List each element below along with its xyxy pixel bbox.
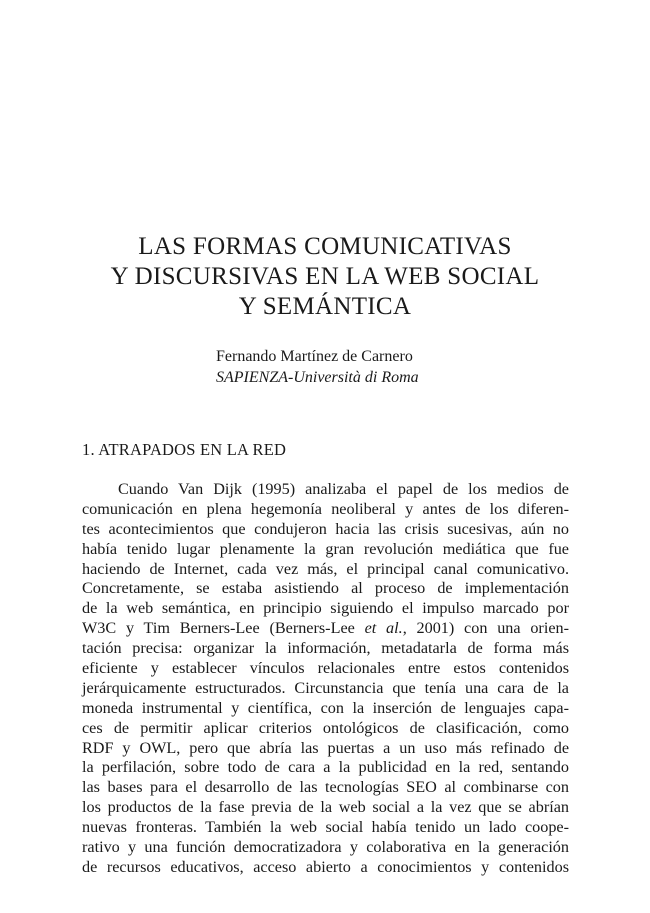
section-heading: 1. ATRAPADOS EN LA RED: [82, 440, 287, 459]
paragraph-line: [82, 619, 569, 639]
paragraph-line: los productos de la fase previa de la web social a la vez que se abrían: [82, 798, 569, 817]
paragraph-line: tación precisa: organizar la información, metadatarla de forma más: [82, 639, 569, 658]
paragraph-line: las bases para el desarrollo de las tecnologías SEO al combinarse con: [82, 778, 569, 797]
paragraph-line: RDF y OWL, pero que abría las puertas a un uso más refinado de: [82, 738, 569, 757]
paragraph-line: eficiente y establecer vínculos relacionales entre estos contenidos: [82, 659, 569, 678]
paragraph-line: comunicación en plena hegemonía neoliberal y antes de los diferen-: [82, 499, 569, 518]
chapter-title-line: LAS FORMAS COMUNICATIVAS: [138, 233, 512, 260]
paragraph-line: haciendo de Internet, cada vez más, el principal canal comunicativo.: [82, 559, 569, 578]
chapter-title-line: Y SEMÁNTICA: [238, 293, 412, 320]
chapter-title-line: Y DISCURSIVAS EN LA WEB SOCIAL: [110, 263, 540, 290]
paragraph-line: había tenido lugar plenamente la gran revolución mediática que fue: [82, 539, 569, 558]
paragraph-line: ces de permitir aplicar criterios ontológicos de clasificación, como: [82, 718, 569, 737]
paragraph-line: jerárquicamente estructurados. Circunstancia que tenía una cara de la: [82, 678, 569, 697]
chapter-title: [60, 232, 590, 322]
author-affiliation: SAPIENZA-Università di Roma: [216, 369, 419, 386]
paragraph-line: de recursos educativos, acceso abierto a conocimientos y contenidos: [82, 857, 569, 876]
paragraph-line: nuevas fronteras. También la web social había tenido un lado coope-: [82, 818, 569, 837]
line-text: W3C y Tim Berners-Lee (Berners-Lee: [82, 619, 365, 638]
paragraph-line: la perfilación, sobre todo de cara a la publicidad en la red, sentando: [82, 758, 569, 777]
paragraph-line: Cuando Van Dijk (1995) analizaba el papel de los medios de: [118, 480, 569, 498]
paragraph-line: Concretamente, se estaba asistiendo al proceso de implementación: [82, 579, 569, 598]
line-text: , 2001) con una orien-: [402, 619, 569, 638]
body-paragraph: [82, 480, 569, 878]
paragraph-line: tes acontecimientos que condujeron hacia las crisis sucesivas, aún no: [82, 519, 569, 538]
author-name: Fernando Martínez de Carnero: [216, 348, 413, 365]
paragraph-line: rativo y una función democratizadora y colaborativa en la generación: [82, 838, 569, 857]
paragraph-line: de la web semántica, en principio siguiendo el impulso marcado por: [82, 599, 569, 618]
paragraph-line: moneda instrumental y científica, con la inserción de lenguajes capa-: [82, 698, 569, 717]
author-block: [216, 346, 419, 388]
citation-etal: et al.: [364, 619, 403, 638]
